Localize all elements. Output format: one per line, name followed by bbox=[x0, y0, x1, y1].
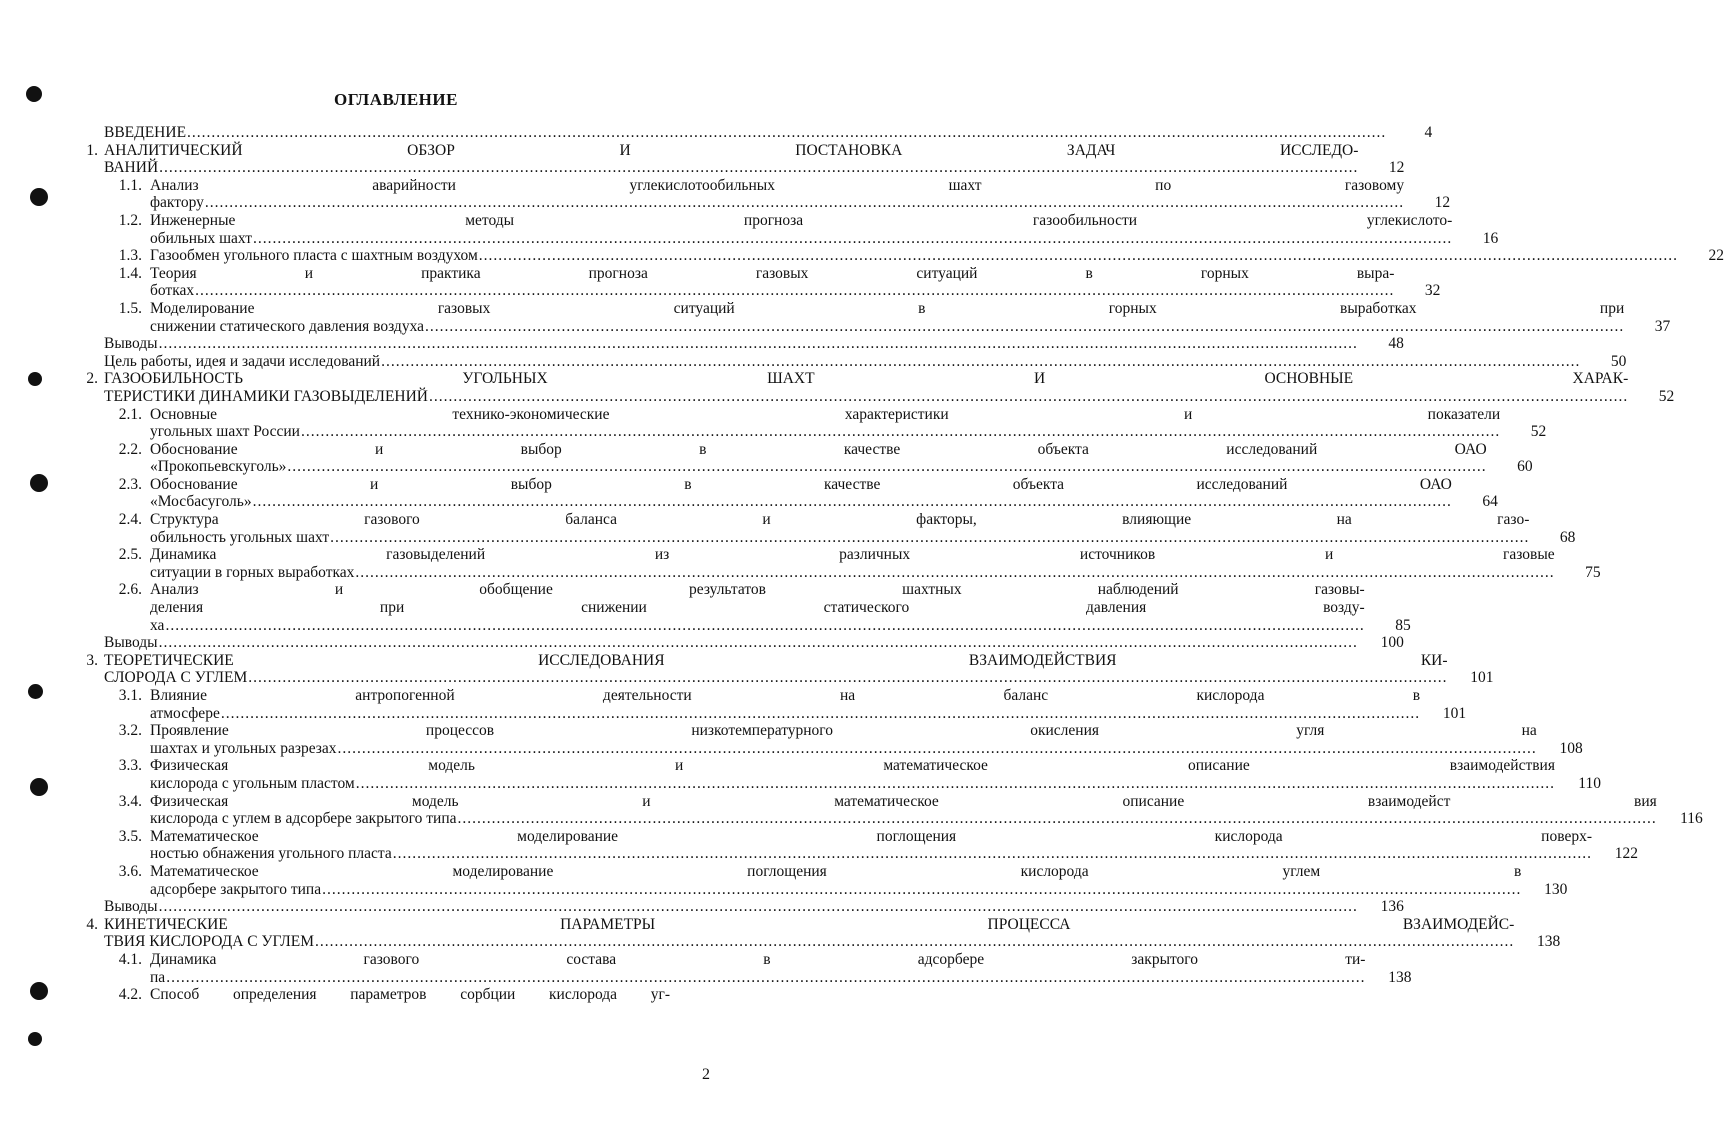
toc-entry-number: 2.4. bbox=[118, 511, 142, 529]
toc-entry-text: ситуации в горных выработках bbox=[150, 563, 355, 581]
dot-leader bbox=[159, 159, 1358, 177]
toc-page-number: 138 bbox=[1537, 933, 1561, 951]
toc-entry bbox=[84, 370, 1675, 405]
toc-entry bbox=[84, 211, 1499, 247]
toc-entry bbox=[84, 141, 1405, 177]
toc-entry bbox=[84, 862, 1568, 898]
toc-entry bbox=[84, 581, 1411, 634]
binding-hole-5 bbox=[28, 684, 43, 699]
toc-entry bbox=[84, 352, 1627, 371]
toc-page-number: 52 bbox=[1530, 423, 1547, 441]
toc-entry-text: Анализ и обобщение результатов шахтных наблюдений газовы- bbox=[150, 581, 1365, 599]
toc-page-number: 64 bbox=[1482, 493, 1498, 511]
toc-entry-text: ТЕРИСТИКИ ДИНАМИКИ ГАЗОВЫДЕЛЕНИЙ bbox=[104, 387, 428, 405]
toc-page-number: 12 bbox=[1388, 159, 1405, 177]
dot-leader bbox=[159, 898, 1358, 916]
toc-entry-text: ТЕОРЕТИЧЕСКИЕ ИССЛЕДОВАНИЯ ВЗАИМОДЕЙСТВИЯ КИ- bbox=[104, 651, 1448, 669]
toc-entry-text: Анализ аварийности углекислотообильных шахт по газовому bbox=[150, 176, 1405, 194]
toc-entry bbox=[84, 915, 1561, 951]
dot-leader bbox=[425, 318, 1624, 336]
toc-entry-text: Структура газового баланса и факторы, влияющие на газо- bbox=[150, 511, 1530, 529]
toc-entry-text: обильность угольных шахт bbox=[150, 528, 330, 546]
toc-entry bbox=[84, 511, 1576, 546]
toc-entry-number: 2.6. bbox=[118, 581, 142, 599]
toc-entry-number: 2.5. bbox=[118, 546, 142, 564]
toc-entry-text: угольных шахт России bbox=[150, 423, 300, 441]
dot-leader bbox=[322, 881, 1521, 899]
dot-leader bbox=[205, 194, 1404, 212]
toc-page-number: 22 bbox=[1708, 247, 1724, 265]
toc-entry-text: Теория и практика прогноза газовых ситуаций в горных выра- bbox=[150, 264, 1395, 282]
dot-leader bbox=[356, 775, 1555, 793]
binding-hole-6 bbox=[30, 778, 48, 796]
toc-entry-text: Динамика газового состава в адсорбере закрытого ти- bbox=[150, 950, 1366, 968]
toc-page-number: 110 bbox=[1578, 774, 1601, 792]
toc-entry-text: ностью обнажения угольного пласта bbox=[150, 845, 392, 863]
binding-hole-7 bbox=[30, 982, 48, 1000]
dot-leader bbox=[159, 634, 1358, 652]
toc-entry bbox=[84, 247, 1724, 265]
toc-entry bbox=[84, 546, 1601, 581]
toc-entry bbox=[84, 986, 716, 1004]
toc-entry-text: Выводы bbox=[104, 634, 158, 652]
toc-page-number: 116 bbox=[1680, 810, 1703, 828]
toc-entry-text: ВАНИЙ bbox=[104, 159, 159, 177]
dot-leader bbox=[253, 493, 1452, 511]
toc-page-number: 75 bbox=[1585, 563, 1601, 581]
toc-entry bbox=[84, 634, 1404, 652]
toc-page-number: 101 bbox=[1470, 669, 1494, 687]
dot-leader bbox=[355, 564, 1554, 582]
toc-page-number: 32 bbox=[1424, 282, 1441, 300]
toc-entry bbox=[84, 176, 1451, 212]
toc-entry-number: 3.6. bbox=[118, 862, 142, 880]
dot-leader bbox=[248, 669, 1447, 687]
toc-entry-text: ВВЕДЕНИЕ bbox=[104, 124, 187, 141]
toc-page-number: 37 bbox=[1654, 317, 1671, 335]
table-of-contents bbox=[84, 124, 1724, 1004]
page-number: 2 bbox=[702, 1066, 710, 1083]
toc-entry-number: 2.1. bbox=[118, 405, 142, 423]
toc-entry-text: кислорода с угольным пластом bbox=[150, 774, 355, 792]
dot-leader bbox=[253, 230, 1452, 248]
toc-page-number: 122 bbox=[1614, 845, 1638, 863]
toc-entry-number: 2. bbox=[86, 370, 98, 388]
toc-entry-text: «Мосбасуголь» bbox=[150, 493, 252, 511]
toc-entry bbox=[84, 950, 1412, 986]
toc-entry-number: 3. bbox=[86, 651, 98, 669]
toc-entry-text: Математическое моделирование поглощения кислорода углем в bbox=[150, 862, 1522, 880]
dot-leader bbox=[315, 933, 1514, 951]
toc-page-number: 100 bbox=[1380, 634, 1404, 652]
dot-leader bbox=[166, 969, 1365, 987]
dot-leader bbox=[330, 529, 1529, 547]
toc-entry bbox=[84, 264, 1441, 300]
toc-entry bbox=[84, 898, 1404, 916]
dot-leader bbox=[221, 705, 1420, 723]
toc-entry bbox=[84, 299, 1671, 335]
toc-entry-number: 2.3. bbox=[118, 475, 142, 493]
toc-entry-text: Влияние антропогенной деятельности на баланс кислорода в bbox=[150, 687, 1421, 704]
toc-entry-text: Инженерные методы прогноза газообильности углекислото- bbox=[150, 211, 1453, 229]
dot-leader bbox=[429, 388, 1628, 406]
toc-entry-text: па bbox=[150, 968, 166, 986]
toc-entry-text: кислорода с углем в адсорбере закрытого типа bbox=[150, 810, 457, 828]
toc-page-number: 138 bbox=[1388, 968, 1412, 986]
page-title: ОГЛАВЛЕНИЕ bbox=[334, 90, 458, 109]
toc-entry-text: Динамика газовыделений из различных источников и газовые bbox=[150, 546, 1555, 564]
toc-entry bbox=[84, 757, 1601, 792]
toc-entry bbox=[84, 475, 1498, 511]
toc-entry-text: шахтах и угольных разрезах bbox=[150, 739, 337, 757]
toc-entry bbox=[84, 124, 1433, 142]
toc-page-number: 68 bbox=[1559, 528, 1576, 546]
toc-entry-text: Газообмен угольного пласта с шахтным воздухом bbox=[150, 247, 478, 265]
toc-entry-text: адсорбере закрытого типа bbox=[150, 880, 322, 898]
toc-page-number: 12 bbox=[1434, 194, 1451, 212]
toc-entry-number: 4.2. bbox=[118, 986, 142, 1004]
toc-entry-text: Проявление процессов низкотемпературного окисления угля на bbox=[150, 722, 1537, 740]
toc-entry bbox=[84, 792, 1703, 828]
toc-entry-text: ботках bbox=[150, 282, 195, 300]
toc-entry bbox=[84, 335, 1404, 353]
toc-entry-number: 1.2. bbox=[118, 211, 142, 229]
toc-entry-text: Обоснование и выбор в качестве объекта исследований ОАО bbox=[150, 475, 1452, 493]
toc-entry-number: 2.2. bbox=[118, 440, 142, 458]
toc-entry-text: ха bbox=[150, 616, 165, 634]
toc-page-number: 16 bbox=[1482, 229, 1499, 247]
toc-entry-text: КИНЕТИЧЕСКИЕ ПАРАМЕТРЫ ПРОЦЕССА ВЗАИМОДЕЙС- bbox=[104, 915, 1515, 933]
toc-entry-text: обильных шахт bbox=[150, 229, 253, 247]
toc-page-number: 48 bbox=[1388, 335, 1404, 353]
dot-leader bbox=[195, 282, 1394, 300]
toc-entry bbox=[84, 827, 1638, 863]
binding-hole-3 bbox=[28, 372, 42, 386]
toc-entry-text: АНАЛИТИЧЕСКИЙ ОБЗОР И ПОСТАНОВКА ЗАДАЧ ИССЛЕДО- bbox=[104, 141, 1359, 159]
toc-page-number: 108 bbox=[1559, 739, 1583, 757]
dot-leader bbox=[458, 810, 1657, 828]
dot-leader bbox=[301, 423, 1500, 441]
toc-entry-number: 4.1. bbox=[118, 950, 142, 968]
toc-entry-number: 1. bbox=[86, 141, 98, 159]
toc-entry-text: ГАЗООБИЛЬНОСТЬ УГОЛЬНЫХ ШАХТ И ОСНОВНЫЕ ХАРАК- bbox=[104, 370, 1629, 388]
binding-hole-8 bbox=[28, 1032, 42, 1046]
toc-entry-text: Выводы bbox=[104, 898, 158, 916]
binding-hole-4 bbox=[30, 474, 48, 492]
binding-hole-2 bbox=[30, 188, 48, 206]
toc-entry-text: снижении статического давления воздуха bbox=[150, 317, 424, 335]
toc-entry-number: 1.3. bbox=[118, 247, 142, 265]
toc-entry-text: Цель работы, идея и задачи исследований bbox=[104, 352, 381, 370]
toc-page-number: 60 bbox=[1517, 458, 1533, 476]
toc-page-number: 136 bbox=[1380, 898, 1404, 916]
toc-entry bbox=[84, 440, 1533, 476]
toc-entry-text: СЛОРОДА С УГЛЕМ bbox=[104, 669, 248, 687]
toc-entry-text: Моделирование газовых ситуаций в горных выработках при bbox=[150, 299, 1625, 317]
dot-leader bbox=[381, 353, 1580, 371]
dot-leader bbox=[159, 335, 1358, 353]
toc-entry-text: Физическая модель и математическое описание взаимодейст вия bbox=[150, 792, 1657, 810]
toc-entry-text: фактору bbox=[150, 194, 204, 212]
toc-entry-text: Математическое моделирование поглощения кислорода поверх- bbox=[150, 827, 1592, 845]
toc-page-number: 85 bbox=[1395, 616, 1411, 634]
toc-entry-text: ТВИЯ КИСЛОРОДА С УГЛЕМ bbox=[104, 933, 315, 951]
toc-entry bbox=[84, 405, 1547, 441]
toc-entry bbox=[84, 651, 1494, 687]
toc-entry-text: атмосфере bbox=[150, 704, 220, 722]
dot-leader bbox=[287, 458, 1486, 476]
toc-entry-number: 1.1. bbox=[118, 176, 142, 194]
toc-entry-number: 3.4. bbox=[118, 792, 142, 810]
toc-entry-text: Физическая модель и математическое описание взаимодействия bbox=[150, 757, 1555, 775]
toc-entry-number: 3.2. bbox=[118, 722, 142, 740]
toc-entry-text: Способ определения параметров сорбции кислорода уг- bbox=[150, 986, 670, 1004]
dot-leader bbox=[187, 124, 1386, 142]
toc-entry-number: 3.5. bbox=[118, 827, 142, 845]
toc-page-number: 4 bbox=[1424, 124, 1433, 141]
toc-entry-text: Основные технико-экономические характеристики и показатели bbox=[150, 405, 1501, 423]
toc-entry-number: 4. bbox=[86, 915, 98, 933]
toc-page-number: 101 bbox=[1442, 704, 1467, 722]
toc-entry-text: деления при снижении статического давления возду- bbox=[150, 599, 1365, 617]
toc-page-number: 130 bbox=[1544, 880, 1568, 898]
toc-entry-number: 1.5. bbox=[118, 299, 142, 317]
toc-entry-text: «Прокопьевскуголь» bbox=[150, 458, 287, 476]
dot-leader bbox=[338, 740, 1537, 758]
toc-page-number: 52 bbox=[1658, 387, 1675, 405]
toc-entry-text: Выводы bbox=[104, 335, 158, 353]
toc-page-number: 50 bbox=[1610, 352, 1627, 370]
toc-entry-number: 3.3. bbox=[118, 757, 142, 775]
dot-leader bbox=[393, 845, 1592, 863]
toc-entry-number: 1.4. bbox=[118, 264, 142, 282]
toc-entry bbox=[84, 722, 1583, 757]
toc-entry-number: 3.1. bbox=[118, 687, 142, 704]
toc-entry bbox=[84, 687, 1467, 722]
dot-leader bbox=[479, 247, 1678, 265]
toc-entry-text: Обоснование и выбор в качестве объекта исследований ОАО bbox=[150, 440, 1487, 458]
dot-leader bbox=[165, 617, 1364, 635]
